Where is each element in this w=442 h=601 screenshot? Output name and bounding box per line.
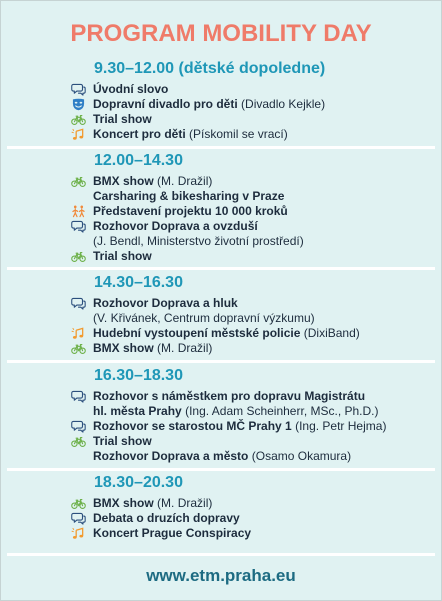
item-title: Představení projektu 10 000 kroků <box>93 204 288 218</box>
program-list <box>1 389 441 464</box>
program-item <box>1 296 441 311</box>
program-item <box>1 526 441 541</box>
theater-mask-icon <box>71 98 86 111</box>
program-list <box>1 496 441 541</box>
speech-bubble-icon <box>71 297 86 310</box>
music-note-icon <box>71 527 86 540</box>
time-slot-heading: 9.30–12.00 (dětské dopoledne) <box>94 60 326 77</box>
item-detail: (M. Dražil) <box>157 174 213 188</box>
item-title: Debata o druzích dopravy <box>93 511 240 525</box>
program-block <box>1 367 441 464</box>
program-item <box>1 496 441 511</box>
program-item <box>1 311 441 326</box>
item-title: Rozhovor Doprava a ovzduší <box>93 219 258 233</box>
speech-bubble-icon <box>71 420 86 433</box>
item-title: Rozhovor Doprava a hluk <box>93 296 238 310</box>
item-detail: (M. Dražil) <box>157 341 213 355</box>
time-slot-heading: 14.30–16.30 <box>94 274 183 291</box>
section-divider <box>7 468 435 471</box>
program-item <box>1 434 441 449</box>
item-detail: (Ing. Petr Hejma) <box>295 419 387 433</box>
item-title: Rozhovor s náměstkem pro dopravu Magistrátu <box>93 389 366 403</box>
bicycle-icon <box>71 113 86 126</box>
walking-people-icon <box>71 205 86 218</box>
program-list <box>1 174 441 264</box>
item-title: Koncert Prague Conspiracy <box>93 526 252 540</box>
program-item <box>1 204 441 219</box>
program-block <box>1 152 441 264</box>
item-detail: (Pískomil se vrací) <box>189 127 288 141</box>
item-title: BMX show <box>93 341 154 355</box>
item-detail: (J. Bendl, Ministerstvo životní prostředí) <box>93 234 304 248</box>
item-detail: (Osamo Okamura) <box>251 449 352 463</box>
program-item <box>1 511 441 526</box>
program-item <box>1 389 441 404</box>
section-divider <box>7 553 435 556</box>
item-title: Koncert pro děti <box>93 127 186 141</box>
time-slot-heading: 16.30–18.30 <box>94 367 183 384</box>
music-note-icon <box>71 327 86 340</box>
time-slot-heading: 18.30–20.30 <box>94 474 183 491</box>
program-item <box>1 82 441 97</box>
bicycle-icon <box>71 342 86 355</box>
item-title: hl. města Prahy <box>93 404 182 418</box>
music-note-icon <box>71 128 86 141</box>
item-title: Rozhovor se starostou MČ Prahy 1 <box>93 419 292 433</box>
section-divider <box>7 146 435 149</box>
speech-bubble-icon <box>71 220 86 233</box>
bicycle-icon <box>71 175 86 188</box>
speech-bubble-icon <box>71 390 86 403</box>
program-item <box>1 234 441 249</box>
item-detail: (Divadlo Kejkle) <box>241 97 326 111</box>
program-block <box>1 60 441 142</box>
item-title: Úvodní slovo <box>93 82 169 96</box>
program-list <box>1 82 441 142</box>
item-title: Rozhovor Doprava a město <box>93 449 249 463</box>
item-title: Trial show <box>93 112 152 126</box>
program-block <box>1 474 441 541</box>
program-item <box>1 174 441 189</box>
item-title: BMX show <box>93 174 154 188</box>
program-item <box>1 219 441 234</box>
program-item <box>1 249 441 264</box>
program-item <box>1 112 441 127</box>
section-divider <box>7 360 435 363</box>
program-item <box>1 189 441 204</box>
program-item <box>1 449 441 464</box>
item-detail: (Ing. Adam Scheinherr, MSc., Ph.D.) <box>185 404 379 418</box>
bicycle-icon <box>71 497 86 510</box>
item-title: BMX show <box>93 496 154 510</box>
time-slot-heading: 12.00–14.30 <box>94 152 183 169</box>
program-list <box>1 296 441 356</box>
program-item <box>1 326 441 341</box>
page-title: PROGRAM MOBILITY DAY <box>70 20 372 47</box>
item-title: Trial show <box>93 434 152 448</box>
bicycle-icon <box>71 435 86 448</box>
program-item <box>1 419 441 434</box>
item-title: Hudební vystoupení městské policie <box>93 326 301 340</box>
program-item <box>1 127 441 142</box>
program-item <box>1 341 441 356</box>
item-title: Trial show <box>93 249 152 263</box>
program-item <box>1 404 441 419</box>
speech-bubble-icon <box>71 83 86 96</box>
bicycle-icon <box>71 250 86 263</box>
item-title: Carsharing & bikesharing v Praze <box>93 189 285 203</box>
item-detail: (M. Dražil) <box>157 496 213 510</box>
website-url: www.etm.praha.eu <box>146 566 296 585</box>
speech-bubble-icon <box>71 512 86 525</box>
item-title: Dopravní divadlo pro děti <box>93 97 238 111</box>
section-divider <box>7 267 435 270</box>
program-item <box>1 97 441 112</box>
item-detail: (V. Křivánek, Centrum dopravní výzkumu) <box>93 311 315 325</box>
item-detail: (DixiBand) <box>303 326 360 340</box>
program-block <box>1 274 441 356</box>
